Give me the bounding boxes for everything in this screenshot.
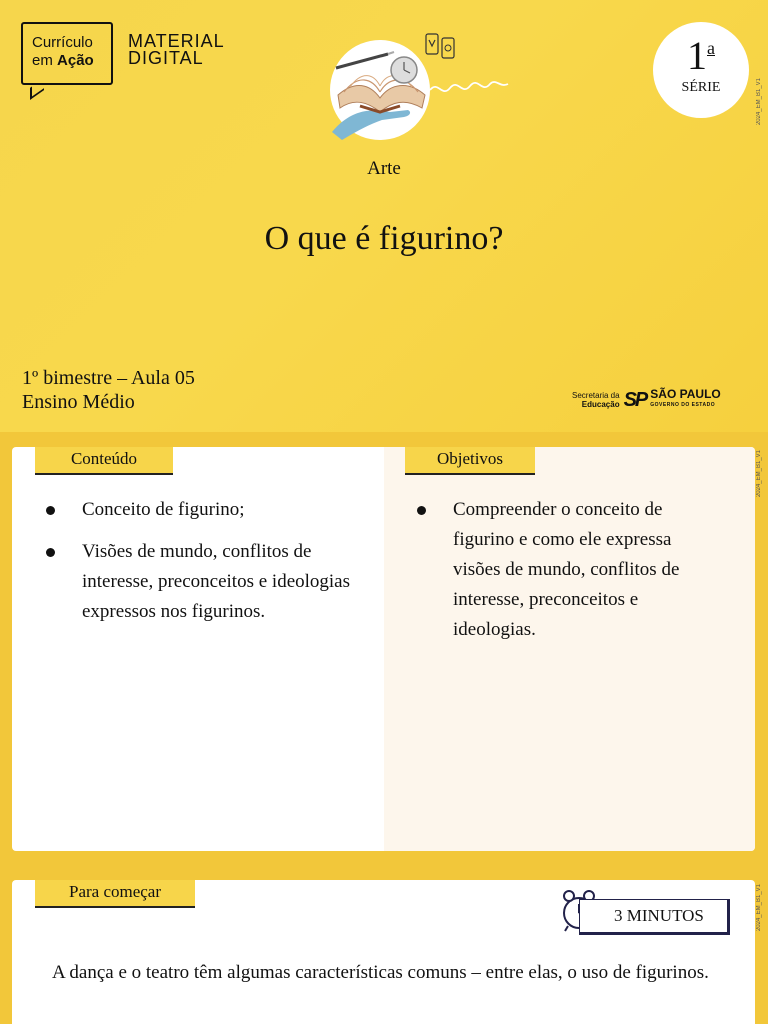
logo-line2 [32, 52, 111, 70]
sp-secretaria [572, 391, 620, 409]
version-code: 2024_EM_B1_V1 [756, 450, 762, 498]
objectives-list [413, 495, 723, 657]
cover-slide [0, 0, 768, 432]
tab-para-comecar: Para começar [35, 880, 195, 908]
list-item: Compreender o conceito de figurino e como ele expressa visões de mundo, conflitos de interesse, preconceitos e ideologias. [413, 495, 723, 645]
serie-label: SÉRIE [681, 80, 721, 95]
sp-name-block [650, 389, 720, 411]
version-code: 2024_EM_B1_V1 [756, 78, 762, 126]
content-list [42, 495, 372, 639]
version-code: 2024_EM_B1_V1 [756, 884, 762, 932]
bimestre-label: 1º bimestre – Aula 05 [22, 367, 195, 389]
sp-gov: GOVERNO DO ESTADO [650, 402, 716, 408]
logo-line2-a: em [32, 52, 58, 69]
list-item: Visões de mundo, conflitos de interesse, preconceitos e ideologias expressos nos figurinos. [42, 537, 372, 627]
list-item: Conceito de figurino; [42, 495, 372, 525]
serie-badge [653, 22, 749, 118]
curriculo-em-acao-logo [21, 22, 113, 85]
tab-objetivos: Objetivos [405, 447, 535, 475]
sp-secretaria-2: Educação [581, 400, 620, 409]
para-comecar-slide [12, 880, 755, 1024]
content-objectives-slide [12, 447, 755, 851]
subject-label: Arte [367, 158, 401, 179]
intro-paragraph: A dança e o teatro têm algumas características comuns – entre elas, o uso de figurinos. [52, 962, 709, 983]
material-line2: DIGITAL [128, 48, 204, 68]
lesson-info [22, 366, 195, 414]
book-hand-illustration [330, 40, 430, 140]
sp-mark: SP [623, 388, 647, 411]
logo-line1: Currículo [32, 34, 93, 51]
timer-badge: 3 MINUTOS [579, 899, 730, 935]
lesson-title: O que é figurino? [264, 220, 504, 257]
serie-number: 1 [687, 33, 707, 78]
serie-number-wrap [653, 32, 749, 79]
serie-suffix: a [707, 38, 715, 58]
level-label: Ensino Médio [22, 391, 135, 413]
sao-paulo-government-logo [572, 388, 721, 412]
smartphone-icon [420, 30, 515, 100]
material-line1: MATERIAL [128, 31, 225, 51]
material-digital-logo [128, 33, 225, 67]
sp-name: SÃO PAULO [650, 387, 721, 401]
tab-conteudo: Conteúdo [35, 447, 173, 475]
logo-line2-b: Ação [57, 52, 94, 69]
sp-secretaria-1: Secretaria da [572, 391, 620, 400]
